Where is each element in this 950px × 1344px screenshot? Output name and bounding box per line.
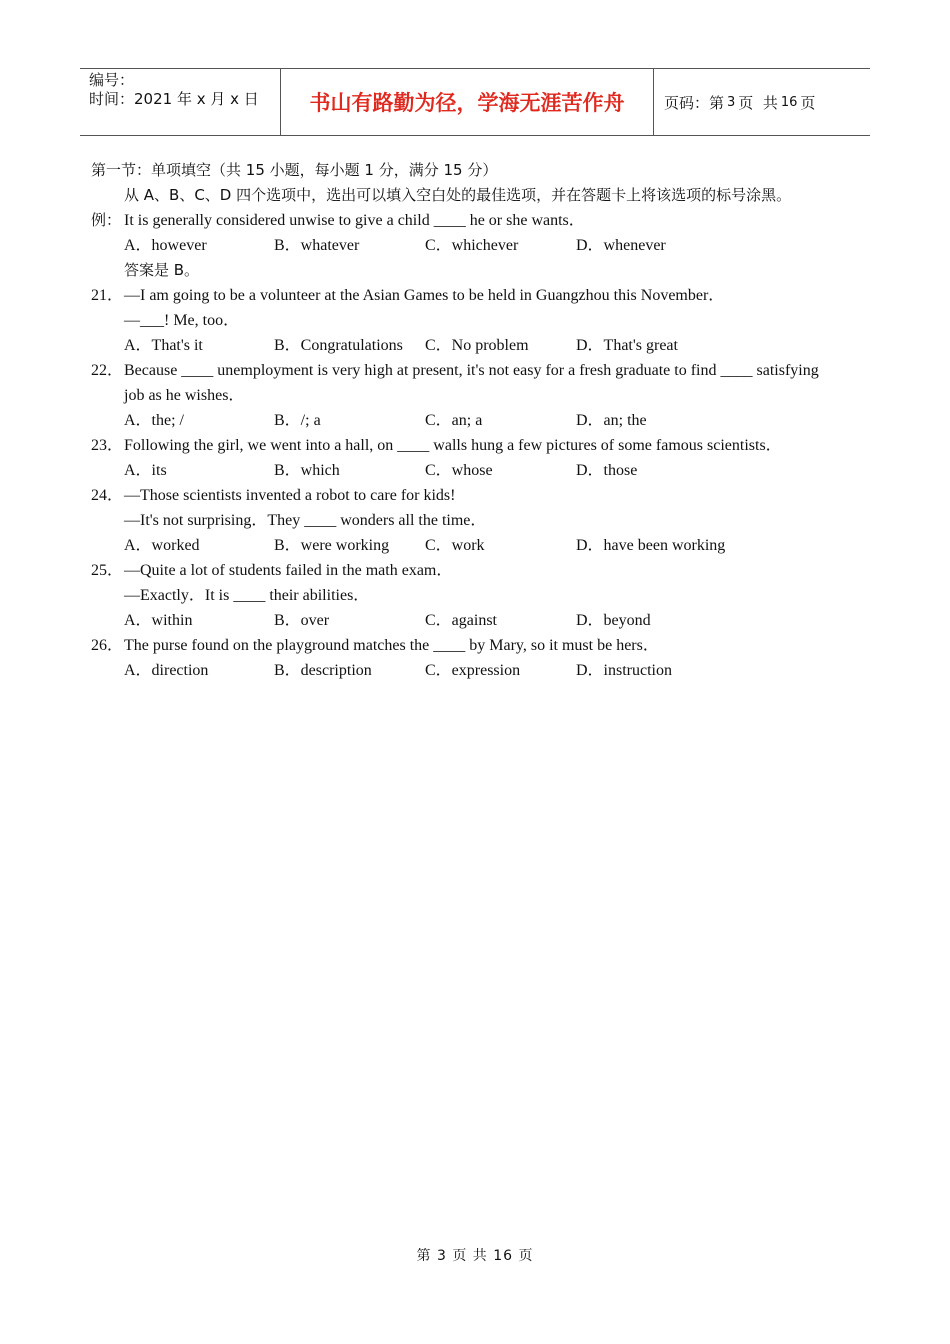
option: D．That's great (576, 337, 678, 354)
question-text: —Exactly．It is ____ their abilities． (124, 587, 370, 604)
footer-ye: 页 (452, 1248, 468, 1264)
footer-total: 16 (493, 1248, 514, 1264)
question-text: —___! Me, too． (124, 312, 240, 329)
question-text: The purse found on the playground matches the ____ by Mary, so it must be hers． (124, 637, 659, 654)
option: B．/; a (274, 412, 321, 429)
example-options (91, 233, 866, 258)
option: B．description (274, 662, 372, 679)
option: B．which (274, 462, 340, 479)
example-answer: 答案是 B。 (124, 261, 200, 279)
option: C．expression (425, 662, 521, 679)
option: A．however (124, 237, 207, 254)
option: D．beyond (576, 612, 651, 629)
option: B．whatever (274, 237, 360, 254)
option: D．have been working (576, 537, 726, 554)
option: B．were working (274, 537, 390, 554)
question-text: —I am going to be a volunteer at the Asian Games to be held in Guangzhou this November． (124, 287, 725, 304)
time-label: 时间：2021 年 x 月 x 日 (89, 90, 259, 108)
option: C．No problem (425, 337, 529, 354)
question-stem-line (91, 358, 866, 383)
question-stem-line (91, 483, 866, 508)
question-stem-line (91, 433, 866, 458)
question-options (91, 533, 866, 558)
option: A．worked (124, 537, 200, 554)
page-total: 16 (780, 94, 798, 110)
question-text: —Those scientists invented a robot to care for kids! (124, 487, 456, 504)
page-mid: 页 共 (738, 93, 778, 112)
option: A．its (124, 462, 167, 479)
question-number: 23． (91, 437, 124, 454)
option: D．an; the (576, 412, 647, 429)
option: A．within (124, 612, 193, 629)
option: A．the; / (124, 412, 184, 429)
section-title: 第一节：单项填空（共 15 小题，每小题 1 分，满分 15 分） (91, 161, 498, 179)
header-motto: 书山有路勤为径，学海无涯苦作舟 (281, 69, 654, 135)
option: D．those (576, 462, 638, 479)
option: C．an; a (425, 412, 483, 429)
section-instruction: 从 A、B、C、D 四个选项中，选出可以填入空白处的最佳选项，并在答题卡上将该选项的标号涂黑。 (124, 186, 792, 204)
question-stem-line (91, 508, 866, 533)
page-label: 页码：第 (664, 93, 725, 112)
question-options (91, 408, 866, 433)
question-number: 22． (91, 362, 124, 379)
option: C．whose (425, 462, 493, 479)
example-label: 例： (91, 211, 122, 229)
footer-page: 3 (436, 1248, 447, 1264)
footer-ye2: 页 (518, 1248, 534, 1264)
option: A．That's it (124, 337, 203, 354)
footer-di: 第 (416, 1248, 432, 1264)
question-text: Because ____ unemployment is very high at present, it's not easy for a fresh graduate to find ____ satisfying (124, 362, 819, 379)
option: B．Congratulations (274, 337, 403, 354)
page-header (80, 68, 870, 136)
header-page-info (654, 69, 870, 135)
option: C．whichever (425, 237, 519, 254)
example-stem-line (91, 208, 866, 233)
footer-gong: 共 (472, 1248, 488, 1264)
question-number: 24． (91, 487, 124, 504)
option: B．over (274, 612, 330, 629)
question-stem-line (91, 583, 866, 608)
option: D．instruction (576, 662, 672, 679)
header-meta (80, 69, 281, 135)
question-text: job as he wishes． (124, 387, 245, 404)
question-stem-line (91, 283, 866, 308)
question-number: 21． (91, 287, 124, 304)
page-footer (0, 1245, 950, 1265)
page-number: 3 (727, 94, 736, 110)
option: D．whenever (576, 237, 666, 254)
option: C．against (425, 612, 497, 629)
question-text: Following the girl, we went into a hall, on ____ walls hung a few pictures of some famous scientists． (124, 437, 782, 454)
exam-content (91, 158, 866, 683)
question-number: 25． (91, 562, 124, 579)
question-options (91, 333, 866, 358)
page-end: 页 (800, 93, 816, 112)
question-text: —It's not surprising．They ____ wonders all the time． (124, 512, 487, 529)
question-number: 26． (91, 637, 124, 654)
id-label: 编号： (89, 71, 135, 89)
question-stem-line (91, 383, 866, 408)
question-stem-line (91, 308, 866, 333)
question-options (91, 458, 866, 483)
question-text: —Quite a lot of students failed in the math exam． (124, 562, 453, 579)
question-options (91, 608, 866, 633)
example-stem: It is generally considered unwise to give a child ____ he or she wants． (124, 212, 585, 229)
question-options (91, 658, 866, 683)
question-stem-line (91, 558, 866, 583)
option: A．direction (124, 662, 209, 679)
option: C．work (425, 537, 485, 554)
question-stem-line (91, 633, 866, 658)
